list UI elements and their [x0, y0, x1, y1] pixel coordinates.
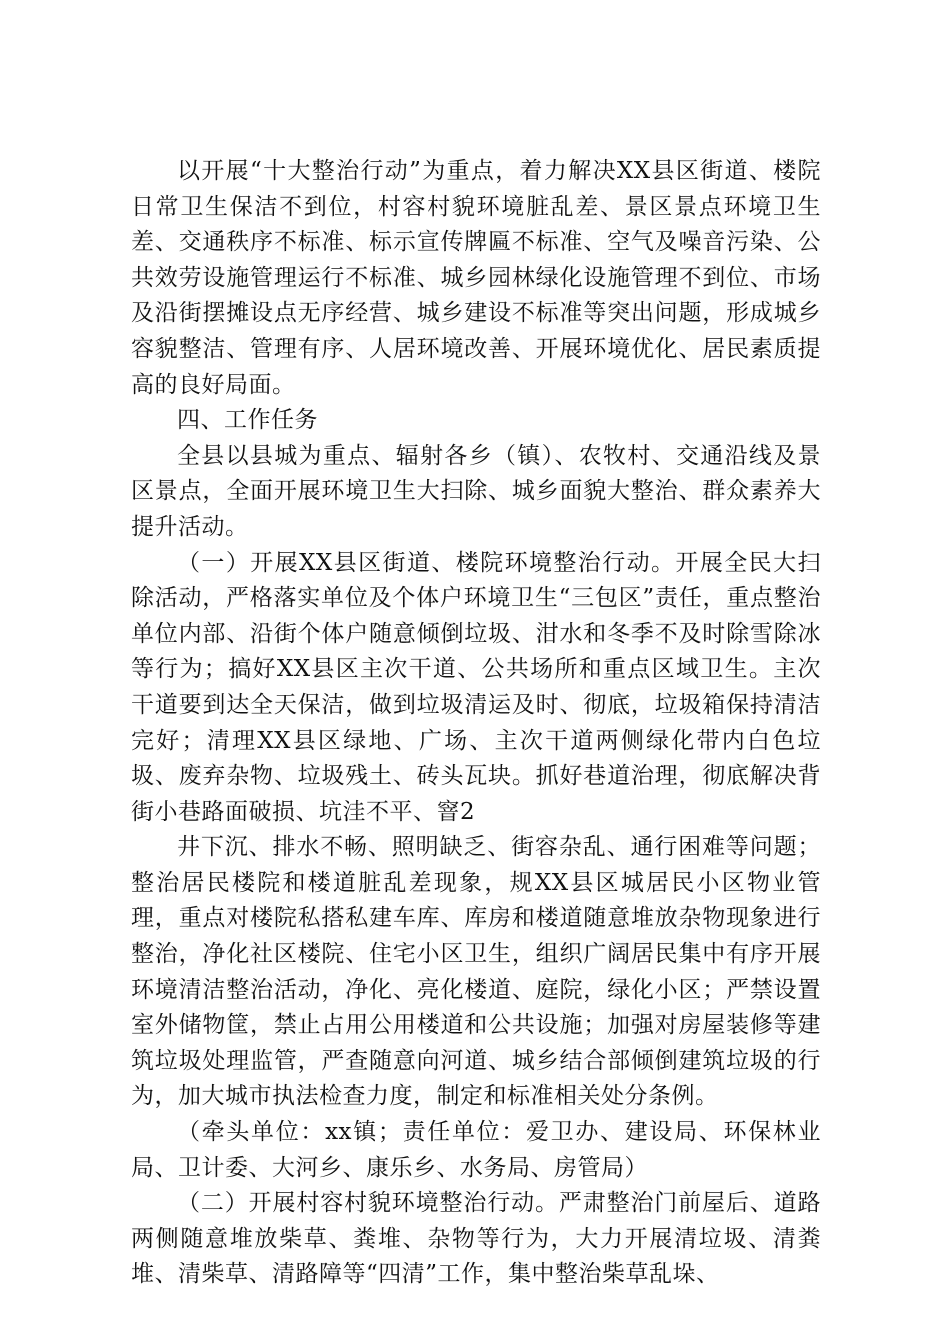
section-heading-work-tasks: 四、工作任务 — [177, 407, 318, 434]
paragraph-scope: 全县以县城为重点、辐射各乡（镇）、农牧村、交通沿线及景区景点，全面开展环境卫生大扫除、城乡面貌大整治、群众素养大提升活动。 — [131, 442, 821, 540]
paragraph-task-one: （一）开展XX县区街道、楼院环境整治行动。开展全民大扫除活动，严格落实单位及个体户环境卫生“三包区”责任，重点整治单位内部、沿街个体户随意倾倒垃圾、泔水和冬季不及时除雪除冰等行为；搞好XX县区主次干道、公共场所和重点区域卫生。主次干道要到达全天保洁，做到垃圾清运及时、彻底，垃圾箱保持清洁完好；清理XX县区绿地、广场、主次干道两侧绿化带内白色垃圾、废弃杂物、垃圾残土、砖头瓦块。抓好巷道治理，彻底解决背街小巷路面破损、坑洼不平、窨2 — [131, 549, 821, 825]
paragraph-task-one-continued: 井下沉、排水不畅、照明缺乏、街容杂乱、通行困难等问题；整治居民楼院和楼道脏乱差现象，规XX县区城居民小区物业管理，重点对楼院私搭私建车库、库房和楼道随意堆放杂物现象进行整治，净化社区楼院、住宅小区卫生，组织广阔居民集中有序开展环境清洁整治活动，净化、亮化楼道、庭院，绿化小区；严禁设置室外储物筐，禁止占用公用楼道和公共设施；加强对房屋装修等建筑垃圾处理监管，严查随意向河道、城乡结合部倾倒建筑垃圾的行为，加大城市执法检查力度，制定和标准相关处分条例。 — [131, 834, 821, 1110]
document-body — [131, 154, 821, 1293]
paragraph-goal: 以开展“十大整治行动”为重点，着力解决XX县区街道、楼院日常卫生保洁不到位，村容村貌环境脏乱差、景区景点环境卫生差、交通秩序不标准、标示宣传牌匾不标准、空气及噪音污染、公共效劳设施管理运行不标准、城乡园林绿化设施管理不到位、市场及沿街摆摊设点无序经营、城乡建设不标准等突出问题，形成城乡容貌整洁、管理有序、人居环境改善、开展环境优化、居民素质提高的良好局面。 — [131, 158, 821, 398]
paragraph-responsible-units: （牵头单位：xx镇；责任单位：爱卫办、建设局、环保林业局、卫计委、大河乡、康乐乡、水务局、房管局） — [131, 1119, 821, 1181]
paragraph-task-two: （二）开展村容村貌环境整治行动。严肃整治门前屋后、道路两侧随意堆放柴草、粪堆、杂物等行为，大力开展清垃圾、清粪堆、清柴草、清路障等“四清”工作，集中整治柴草乱垛、 — [131, 1190, 821, 1288]
